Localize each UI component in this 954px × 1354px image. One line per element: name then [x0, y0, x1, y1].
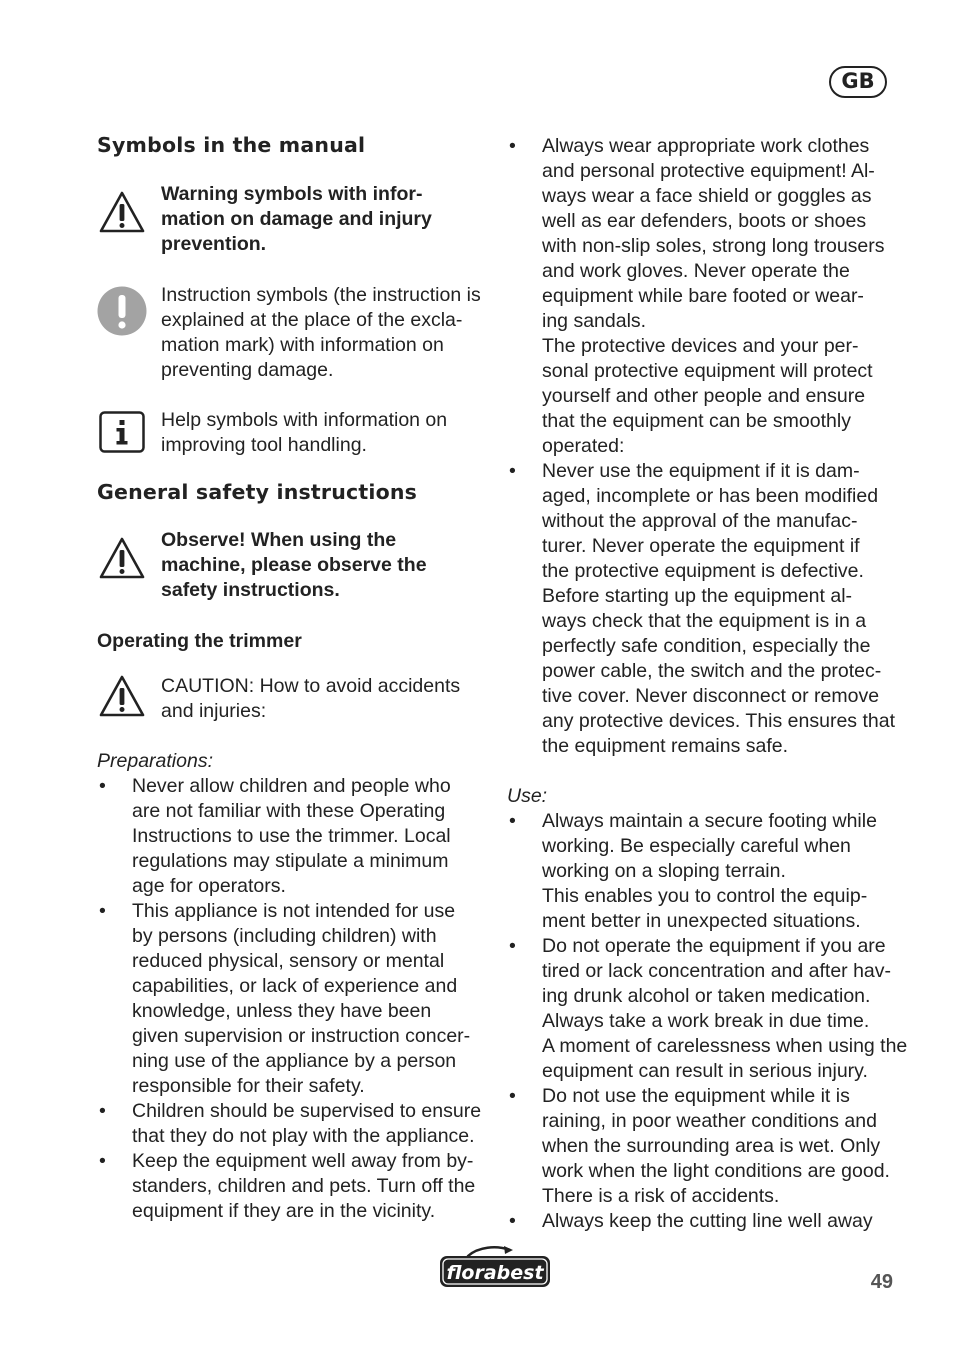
help-symbol-block — [97, 408, 482, 458]
florabest-logo — [438, 1244, 552, 1290]
observe-text: Observe! When using the machine, please observe the safety instructions. — [161, 529, 427, 601]
svg-text:florabest: florabest — [446, 1262, 544, 1284]
language-badge: GB — [829, 66, 887, 98]
warning-triangle-icon — [98, 536, 146, 580]
help-symbol-text: Help symbols with information on improving tool handling. — [161, 409, 448, 456]
list-item: • Children should be supervised to ensure that they do not play with the appliance. — [97, 1099, 482, 1149]
exclamation-circle-icon — [97, 286, 147, 336]
preparations-list — [97, 774, 482, 1224]
list-item: • Never allow children and people who are not familiar with these Operating Instructions to use the trimmer. Local regulations may stipulate a minimum age for operators. — [97, 774, 482, 899]
right-column — [507, 134, 908, 1234]
use-label: Use: — [507, 785, 548, 807]
preparations-label: Preparations: — [97, 750, 213, 772]
list-item: • Keep the equipment well away from by- standers, children and pets. Turn off the equipment if they are in the vicinity. — [97, 1149, 482, 1224]
symbols-heading: Symbols in the manual — [97, 133, 366, 157]
warning-symbol-text: Warning symbols with infor- mation on damage and injury prevention. — [161, 183, 432, 255]
page-number: 49 — [870, 1271, 893, 1293]
caution-block — [97, 674, 482, 724]
warning-triangle-icon — [98, 190, 146, 234]
general-safety-heading: General safety instructions — [97, 480, 418, 504]
list-item: • Always wear appropriate work clothes and personal protective equipment! Al- ways wear a face shield or goggles as well as ear defenders, boots or shoes with non-slip soles, strong long trousers and work gloves. Never operate the equipment while bare footed or wear- ing sandals. The protective devices and your per- sonal protective equipment will protect yourself and other people and ensure that the equipment can be smoothly operated: — [507, 134, 899, 459]
list-item: • This appliance is not intended for use by persons (including children) with reduced physical, sensory or mental capabilities, or lack of experience and knowledge, unless they have been given supervision or instruction concer- ning use of the appliance by a person responsible for their safety. — [97, 899, 482, 1099]
left-column — [97, 128, 482, 1224]
warning-symbol-block — [97, 182, 482, 257]
operating-heading: Operating the trimmer — [97, 630, 302, 652]
instruction-symbol-block — [97, 283, 482, 383]
list-item: • Do not operate the equipment if you are tired or lack concentration and after hav- ing drunk alcohol or taken medication. Always take a work break in due time. A moment of carelessness when using the equipment can result in serious injury. — [507, 934, 899, 1084]
warning-triangle-icon — [98, 674, 146, 718]
list-item: • Always maintain a secure footing while working. Be especially careful when working on a sloping terrain. This enables you to control the equip- ment better in unexpected situations. — [507, 809, 899, 934]
info-box-icon — [99, 411, 145, 453]
instruction-symbol-text: Instruction symbols (the instruction is explained at the place of the excla- mation mark) with information on preventing damage. — [161, 284, 481, 381]
observe-block — [97, 528, 482, 603]
use-list — [507, 809, 908, 1234]
protective-list — [507, 134, 899, 759]
list-item: • Never use the equipment if it is dam- aged, incomplete or has been modified without the approval of the manufac- turer. Never operate the equipment if the protective equipment is defective. Before starting up the equipment al- ways check that the equipment is in a perfectly safe condition, especially the power cable, the switch and the protec- tive cover. Never disconnect or remove any protective devices. This ensures that the equipment remains safe. — [507, 459, 899, 759]
list-item: • Do not use the equipment while it is raining, in poor weather conditions and when the surrounding area is wet. Only work when the light conditions are good. There is a risk of accidents. — [507, 1084, 899, 1209]
caution-text: CAUTION: How to avoid accidents and injuries: — [161, 675, 461, 722]
list-item: • Always keep the cutting line well away — [507, 1209, 899, 1234]
